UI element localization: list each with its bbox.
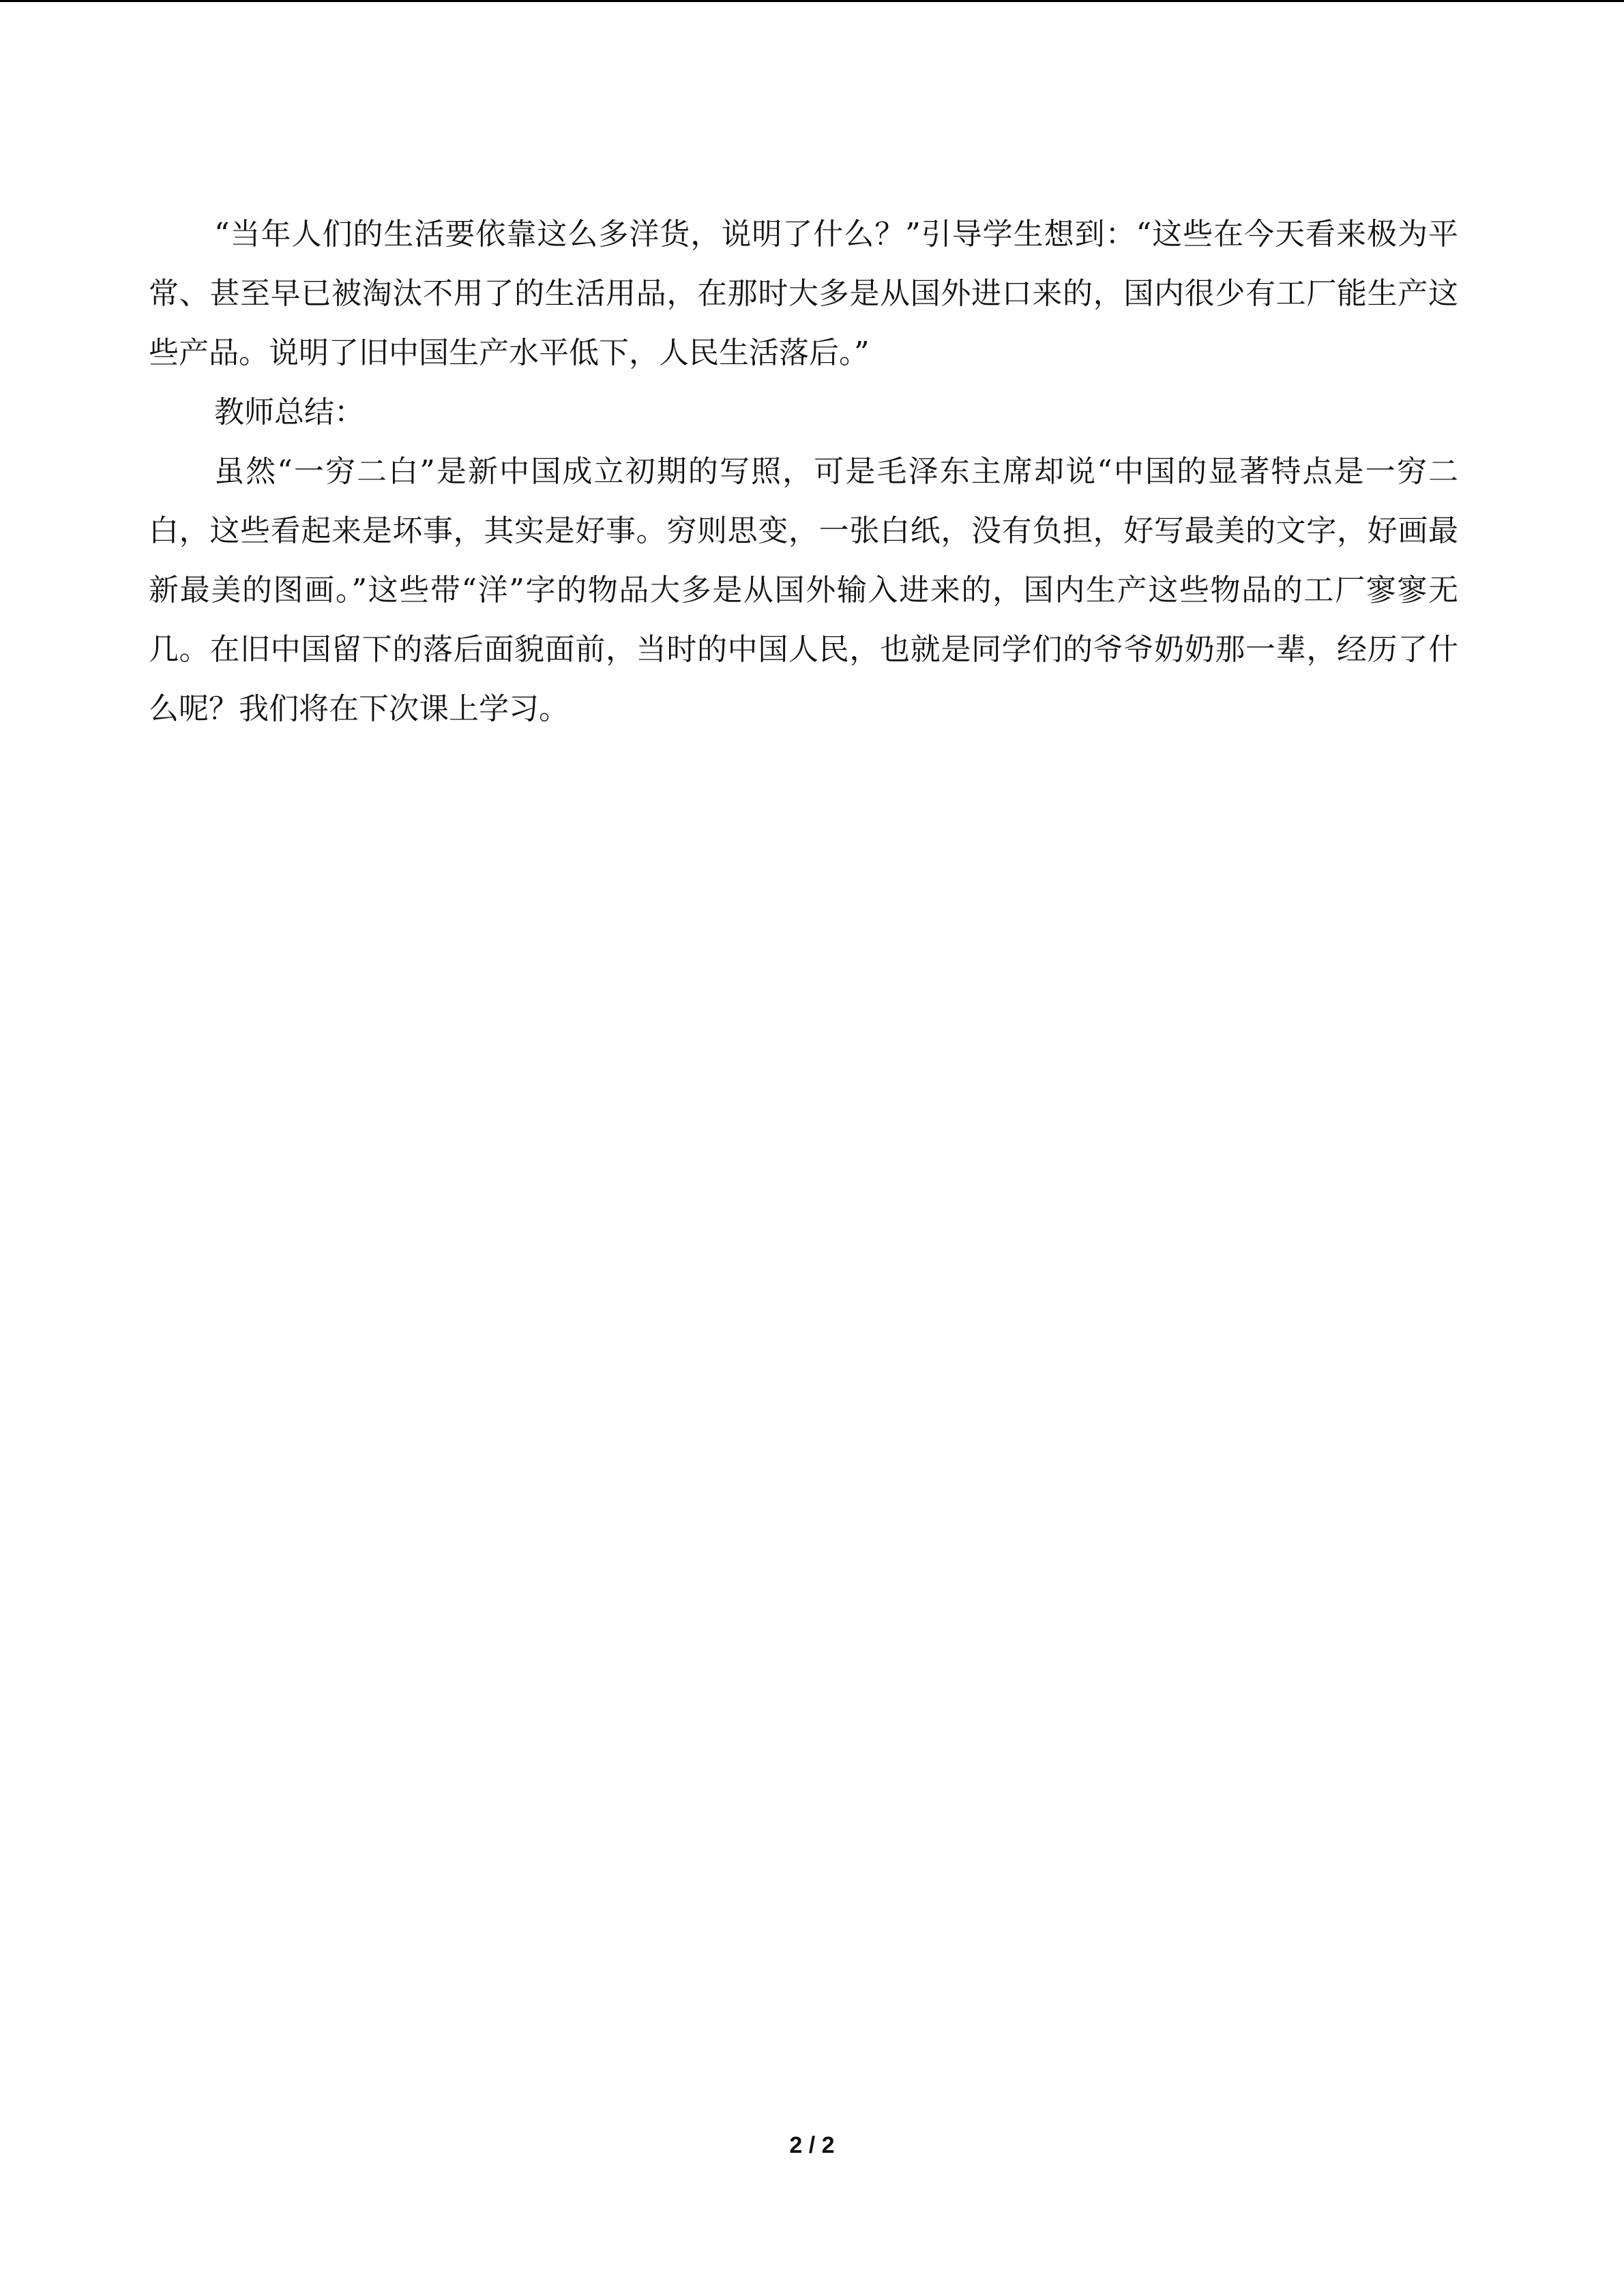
- paragraph-question: “当年人们的生活要依靠这么多洋货，说明了什么？”引导学生想到：“这些在今天看来极为平常、甚至早已被淘汰不用了的生活用品，在那时大多是从国外进口来的，国内很少有工厂能生产这些产品。说明了旧中国生产水平低下，人民生活落后。”: [149, 217, 1458, 370]
- paragraph-teacher-summary-heading: 教师总结：: [214, 395, 364, 430]
- paragraph-teacher-summary: 虽然“一穷二白”是新中国成立初期的写照，可是毛泽东主席却说“中国的显著特点是一穷二白，这些看起来是坏事，其实是好事。穷则思变，一张白纸，没有负担，好写最美的文字，好画最新最美的图画。”这些带“洋”字的物品大多是从国外输入进来的，国内生产这些物品的工厂寥寥无几。在旧中国留下的落后面貌面前，当时的中国人民，也就是同学们的爷爷奶奶那一辈，经历了什么呢？我们将在下次课上学习。: [149, 454, 1458, 726]
- page-top-border: [0, 0, 1624, 2]
- document-body: [149, 205, 1458, 739]
- page-number: 2 / 2: [789, 2132, 835, 2158]
